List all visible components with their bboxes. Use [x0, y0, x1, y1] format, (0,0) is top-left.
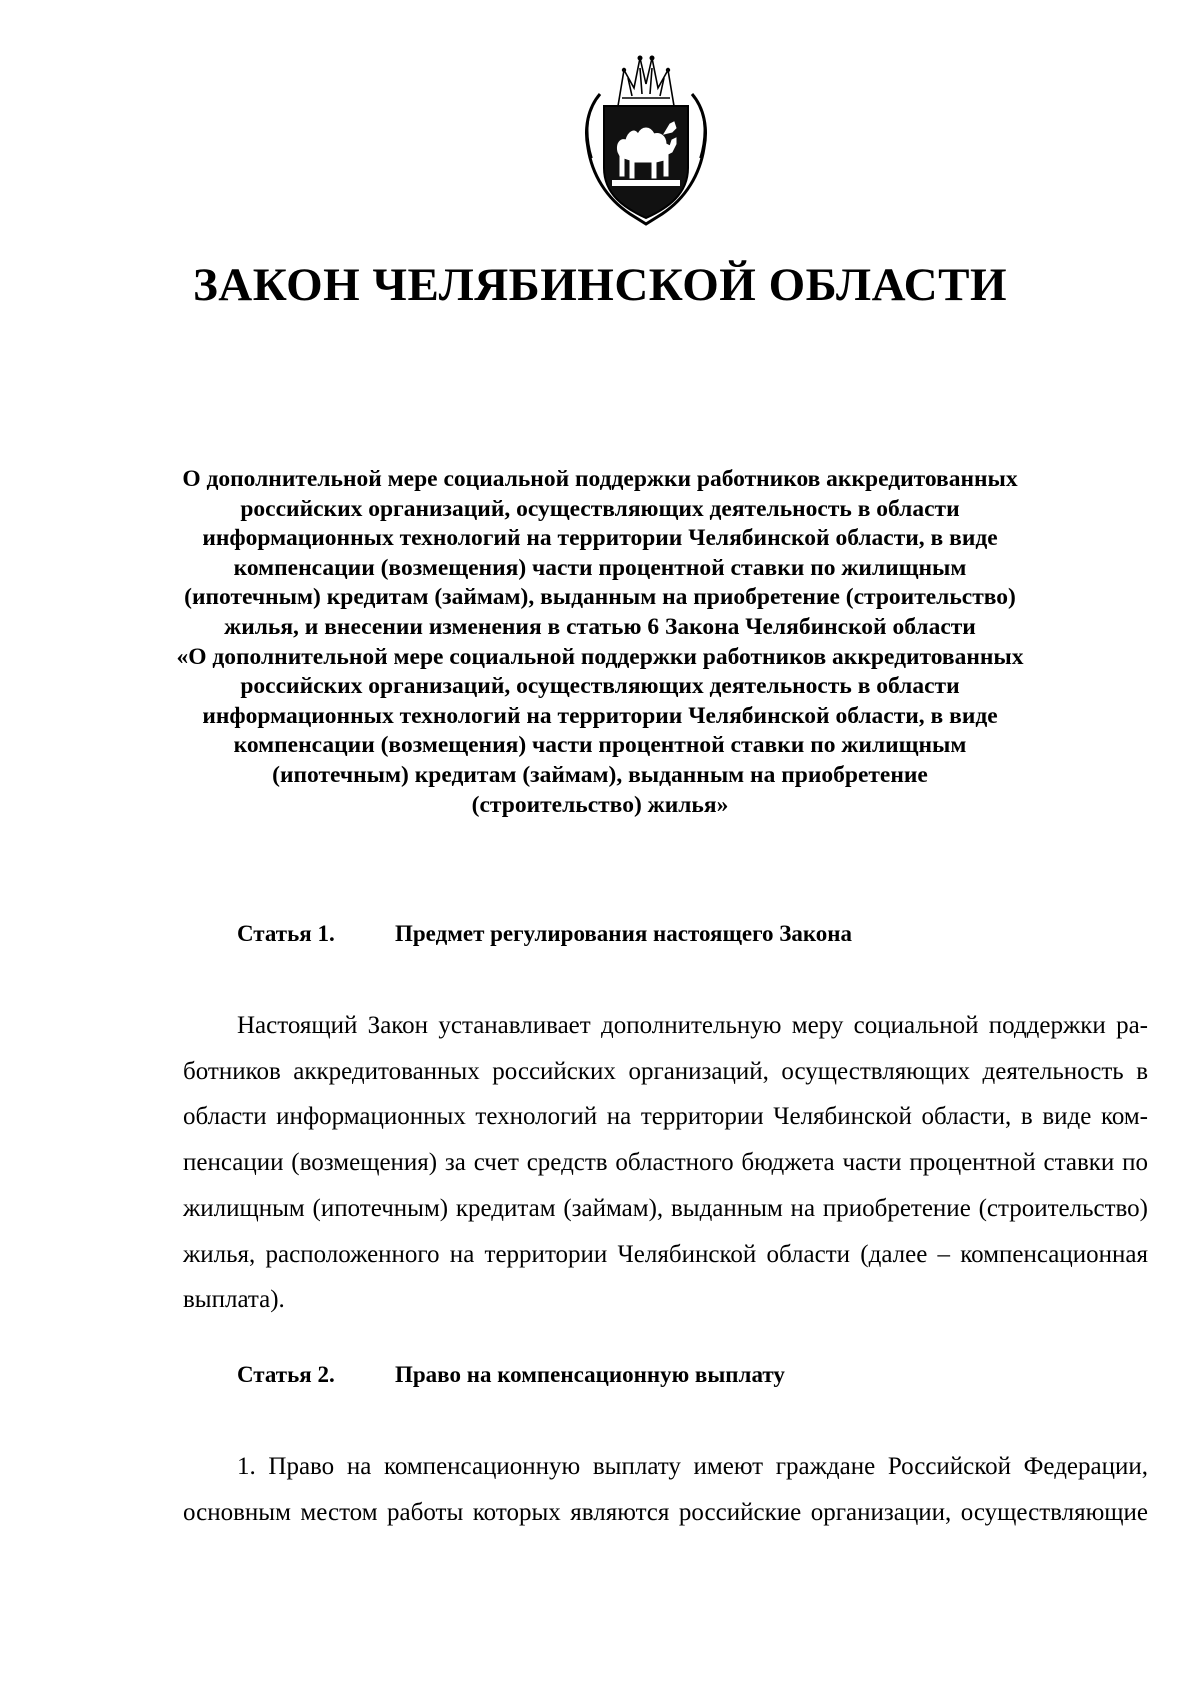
law-title: ЗАКОН ЧЕЛЯБИНСКОЙ ОБЛАСТИ — [192, 259, 1008, 311]
article-2-paragraph — [183, 1444, 1148, 1535]
paragraph-line: основным местом работы которых являются российские организации, осуществляющие — [183, 1498, 1148, 1526]
subject-line: российских организаций, осуществляющих деятельность в области — [240, 495, 960, 522]
article-1-paragraph — [183, 1003, 1148, 1323]
article-1-number: Статья 1. — [237, 921, 335, 946]
article-1-title: Предмет регулирования настоящего Закона — [395, 921, 853, 946]
article-1-heading — [237, 921, 852, 947]
paragraph-line: жилья, расположенного на территории Челябинской области (далее – компенсационная — [183, 1240, 1148, 1268]
subject-line: (ипотечным) кредитам (займам), выданным на приобретение (строительство) — [184, 584, 1016, 611]
paragraph-line: пенсации (возмещения) за счет средств областного бюджета части процентной ставки по — [183, 1149, 1148, 1177]
subject-line: (ипотечным) кредитам (займам), выданным на приобретение — [272, 761, 928, 788]
coat-of-arms-icon — [578, 48, 714, 228]
subject-line: информационных технологий на территории Челябинской области, в виде — [202, 525, 998, 552]
article-2-number: Статья 2. — [237, 1362, 335, 1387]
paragraph-line: выплата). — [183, 1286, 285, 1314]
paragraph-line: Настоящий Закон устанавливает дополнительную меру социальной поддержки ра- — [237, 1012, 1148, 1039]
subject-line: компенсации (возмещения) части процентной ставки по жилищным — [233, 554, 967, 581]
law-subject — [150, 465, 1050, 820]
subject-line: информационных технологий на территории Челябинской области, в виде — [202, 702, 998, 729]
subject-line: российских организаций, осуществляющих деятельность в области — [240, 673, 960, 700]
article-2-heading — [237, 1362, 785, 1388]
subject-line: компенсации (возмещения) части процентной ставки по жилищным — [233, 732, 967, 759]
subject-line: жилья, и внесении изменения в статью 6 Закона Челябинской области — [224, 613, 976, 640]
paragraph-line: области информационных технологий на территории Челябинской области, в виде ком- — [183, 1103, 1148, 1131]
paragraph-line: 1. Право на компенсационную выплату имеют граждане Российской Федерации, — [237, 1453, 1148, 1480]
article-2-title: Право на компенсационную выплату — [395, 1362, 785, 1387]
subject-line: (строительство) жилья» — [471, 791, 729, 818]
paragraph-line: ботников аккредитованных российских организаций, осуществляющих деятельность в — [183, 1057, 1148, 1085]
subject-line: «О дополнительной мере социальной поддержки работников аккредитованных — [176, 643, 1024, 670]
subject-line: О дополнительной мере социальной поддержки работников аккредитованных — [182, 466, 1018, 492]
paragraph-line: жилищным (ипотечным) кредитам (займам), выданным на приобретение (строительство) — [183, 1194, 1148, 1222]
